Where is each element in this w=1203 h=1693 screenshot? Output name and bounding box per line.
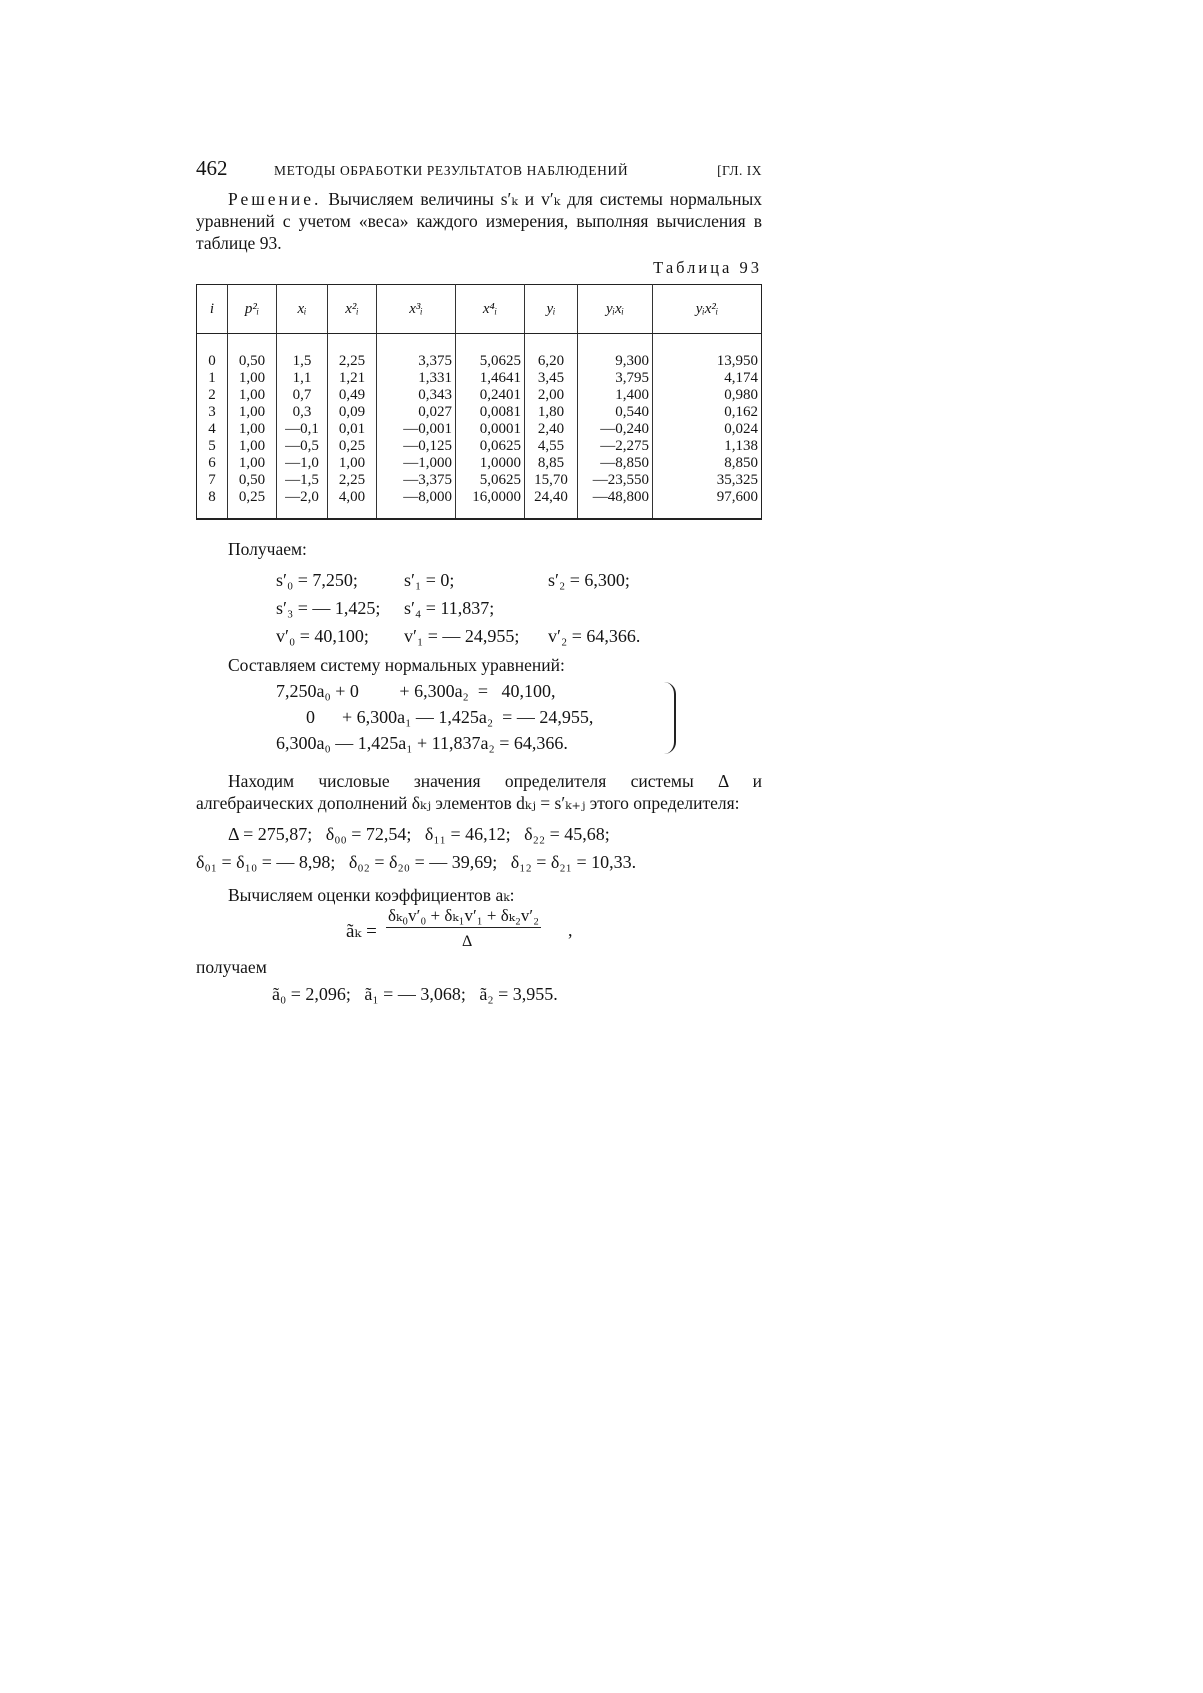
cell-p2: 0,50 <box>228 334 277 371</box>
formula-lhs: ãₖ = <box>346 921 377 942</box>
determinant-line-1: Δ = 275,87; δ₀₀ = 72,54; δ₁₁ = 46,12; δ₂₂ = 45,68; <box>228 824 610 844</box>
cell-x3: 0,343 <box>377 387 456 404</box>
cell-x3: 3,375 <box>377 334 456 371</box>
col-header-yx2: yᵢx²ᵢ <box>653 285 762 334</box>
v2-value: v′₂ = 64,366. <box>548 626 641 646</box>
chapter-label: [ГЛ. IX <box>717 163 762 178</box>
s1-value: s′₁ = 0; <box>404 570 455 590</box>
cell-i: 7 <box>197 472 228 489</box>
formula-denominator: Δ <box>462 933 473 950</box>
equation-1: 7,250a₀ + 0 + 6,300a₂ = 40,100, <box>276 681 556 701</box>
cell-x: —1,0 <box>277 455 328 472</box>
cell-x: 0,7 <box>277 387 328 404</box>
cell-i: 2 <box>197 387 228 404</box>
table-row <box>197 404 762 421</box>
cell-x2: 0,49 <box>328 387 377 404</box>
intro-paragraph <box>196 188 762 254</box>
cell-x3: —1,000 <box>377 455 456 472</box>
table-header-row <box>197 285 762 334</box>
cell-yx2: 35,325 <box>653 472 762 489</box>
cell-p2: 0,25 <box>228 489 277 519</box>
table-row <box>197 334 762 371</box>
v0-value: v′₀ = 40,100; <box>276 626 369 646</box>
cell-yx2: 0,980 <box>653 387 762 404</box>
equation-2: 0 + 6,300a₁ — 1,425a₂ = — 24,955, <box>306 707 594 727</box>
cell-y: 15,70 <box>525 472 578 489</box>
cell-yx2: 4,174 <box>653 370 762 387</box>
cell-yx2: 1,138 <box>653 438 762 455</box>
data-table <box>196 284 762 520</box>
cell-i: 8 <box>197 489 228 519</box>
estimates-text: Вычисляем оценки коэффициентов aₖ: <box>228 885 515 905</box>
cell-x2: 1,21 <box>328 370 377 387</box>
cell-yx: —2,275 <box>578 438 653 455</box>
cell-yx: 9,300 <box>578 334 653 371</box>
table-row <box>197 370 762 387</box>
v1-value: v′₁ = — 24,955; <box>404 626 520 646</box>
system-label: Составляем систему нормальных уравнений: <box>228 655 565 675</box>
cell-x2: 0,25 <box>328 438 377 455</box>
final-estimates: ã₀ = 2,096; ã₁ = — 3,068; ã₂ = 3,955. <box>272 984 558 1004</box>
cell-x2: 4,00 <box>328 489 377 519</box>
table-row <box>197 438 762 455</box>
cell-yx2: 13,950 <box>653 334 762 371</box>
cell-p2: 1,00 <box>228 387 277 404</box>
determinant-paragraph: Находим числовые значения определителя системы Δ и алгебраических дополнений δₖⱼ элементов dₖⱼ = s′ₖ₊ⱼ этого определителя: <box>196 771 762 813</box>
estimate-formula <box>196 906 762 956</box>
results-line-2 <box>196 594 762 622</box>
determinant-values <box>196 820 762 876</box>
col-header-i: i <box>197 285 228 334</box>
cell-y: 8,85 <box>525 455 578 472</box>
formula-numerator: δₖ₀v′₀ + δₖ₁v′₁ + δₖ₂v′₂ <box>386 906 541 928</box>
cell-x: 1,5 <box>277 334 328 371</box>
solution-lead: Решение. <box>228 189 322 209</box>
system-brace <box>664 682 676 754</box>
s3-value: s′₃ = — 1,425; <box>276 598 381 618</box>
cell-y: 2,00 <box>525 387 578 404</box>
cell-i: 6 <box>197 455 228 472</box>
table-row <box>197 387 762 404</box>
cell-x: —2,0 <box>277 489 328 519</box>
determinant-line-2: δ₀₁ = δ₁₀ = — 8,98; δ₀₂ = δ₂₀ = — 39,69; δ₁₂ = δ₂₁ = 10,33. <box>196 852 637 872</box>
table-body <box>197 334 762 520</box>
col-header-x3: x³ᵢ <box>377 285 456 334</box>
s2-value: s′₂ = 6,300; <box>548 570 630 590</box>
cell-x4: 0,2401 <box>456 387 525 404</box>
formula-comma: , <box>568 920 573 940</box>
cell-x3: 1,331 <box>377 370 456 387</box>
cell-x4: 0,0625 <box>456 438 525 455</box>
cell-x2: 0,09 <box>328 404 377 421</box>
col-header-y: yᵢ <box>525 285 578 334</box>
book-page <box>196 156 762 1008</box>
cell-x3: —8,000 <box>377 489 456 519</box>
results-label: Получаем: <box>228 539 307 559</box>
col-header-x4: x⁴ᵢ <box>456 285 525 334</box>
cell-yx2: 97,600 <box>653 489 762 519</box>
results-block <box>196 566 762 650</box>
cell-x2: 0,01 <box>328 421 377 438</box>
page-number: 462 <box>196 156 228 180</box>
cell-p2: 1,00 <box>228 404 277 421</box>
cell-x2: 2,25 <box>328 472 377 489</box>
table-caption: Таблица 93 <box>653 258 762 277</box>
cell-x4: 5,0625 <box>456 334 525 371</box>
s0-value: s′₀ = 7,250; <box>276 570 358 590</box>
table-row <box>197 472 762 489</box>
cell-x2: 1,00 <box>328 455 377 472</box>
cell-x: —0,5 <box>277 438 328 455</box>
cell-p2: 1,00 <box>228 421 277 438</box>
cell-x4: 1,4641 <box>456 370 525 387</box>
cell-x4: 5,0625 <box>456 472 525 489</box>
cell-x3: —3,375 <box>377 472 456 489</box>
cell-x: 0,3 <box>277 404 328 421</box>
col-header-yx: yᵢxᵢ <box>578 285 653 334</box>
cell-i: 4 <box>197 421 228 438</box>
cell-yx2: 0,162 <box>653 404 762 421</box>
cell-y: 1,80 <box>525 404 578 421</box>
cell-x4: 1,0000 <box>456 455 525 472</box>
table-row <box>197 455 762 472</box>
cell-yx2: 0,024 <box>653 421 762 438</box>
col-header-p2: p²ᵢ <box>228 285 277 334</box>
intro-text: Вычисляем величины s′ₖ и v′ₖ для системы нормальных уравнений с учетом «веса» каждого измерения, выполняя вычисления в таблице 93. <box>196 189 762 253</box>
page-header <box>196 156 762 188</box>
cell-y: 4,55 <box>525 438 578 455</box>
results-line-1 <box>196 566 762 594</box>
cell-yx: 0,540 <box>578 404 653 421</box>
cell-x4: 16,0000 <box>456 489 525 519</box>
table-row <box>197 489 762 519</box>
cell-x3: 0,027 <box>377 404 456 421</box>
cell-i: 1 <box>197 370 228 387</box>
cell-x: —0,1 <box>277 421 328 438</box>
cell-x: 1,1 <box>277 370 328 387</box>
col-header-x2: x²ᵢ <box>328 285 377 334</box>
cell-p2: 1,00 <box>228 455 277 472</box>
cell-x3: —0,001 <box>377 421 456 438</box>
cell-yx: —8,850 <box>578 455 653 472</box>
results-line-3 <box>196 622 762 650</box>
cell-x2: 2,25 <box>328 334 377 371</box>
cell-i: 5 <box>197 438 228 455</box>
cell-x: —1,5 <box>277 472 328 489</box>
cell-yx: 3,795 <box>578 370 653 387</box>
equation-system <box>196 678 762 760</box>
cell-i: 3 <box>197 404 228 421</box>
cell-y: 24,40 <box>525 489 578 519</box>
cell-x3: —0,125 <box>377 438 456 455</box>
cell-p2: 0,50 <box>228 472 277 489</box>
cell-i: 0 <box>197 334 228 371</box>
cell-yx: 1,400 <box>578 387 653 404</box>
cell-x4: 0,0001 <box>456 421 525 438</box>
cell-y: 3,45 <box>525 370 578 387</box>
s4-value: s′₄ = 11,837; <box>404 598 495 618</box>
table-row <box>197 421 762 438</box>
cell-x4: 0,0081 <box>456 404 525 421</box>
cell-yx: —48,800 <box>578 489 653 519</box>
cell-p2: 1,00 <box>228 370 277 387</box>
cell-yx: —0,240 <box>578 421 653 438</box>
cell-yx2: 8,850 <box>653 455 762 472</box>
cell-yx: —23,550 <box>578 472 653 489</box>
running-title: МЕТОДЫ ОБРАБОТКИ РЕЗУЛЬТАТОВ НАБЛЮДЕНИЙ <box>274 163 629 178</box>
col-header-x: xᵢ <box>277 285 328 334</box>
cell-p2: 1,00 <box>228 438 277 455</box>
obtain-label: получаем <box>196 957 267 977</box>
cell-y: 2,40 <box>525 421 578 438</box>
cell-y: 6,20 <box>525 334 578 371</box>
equation-3: 6,300a₀ — 1,425a₁ + 11,837a₂ = 64,366. <box>276 733 568 753</box>
